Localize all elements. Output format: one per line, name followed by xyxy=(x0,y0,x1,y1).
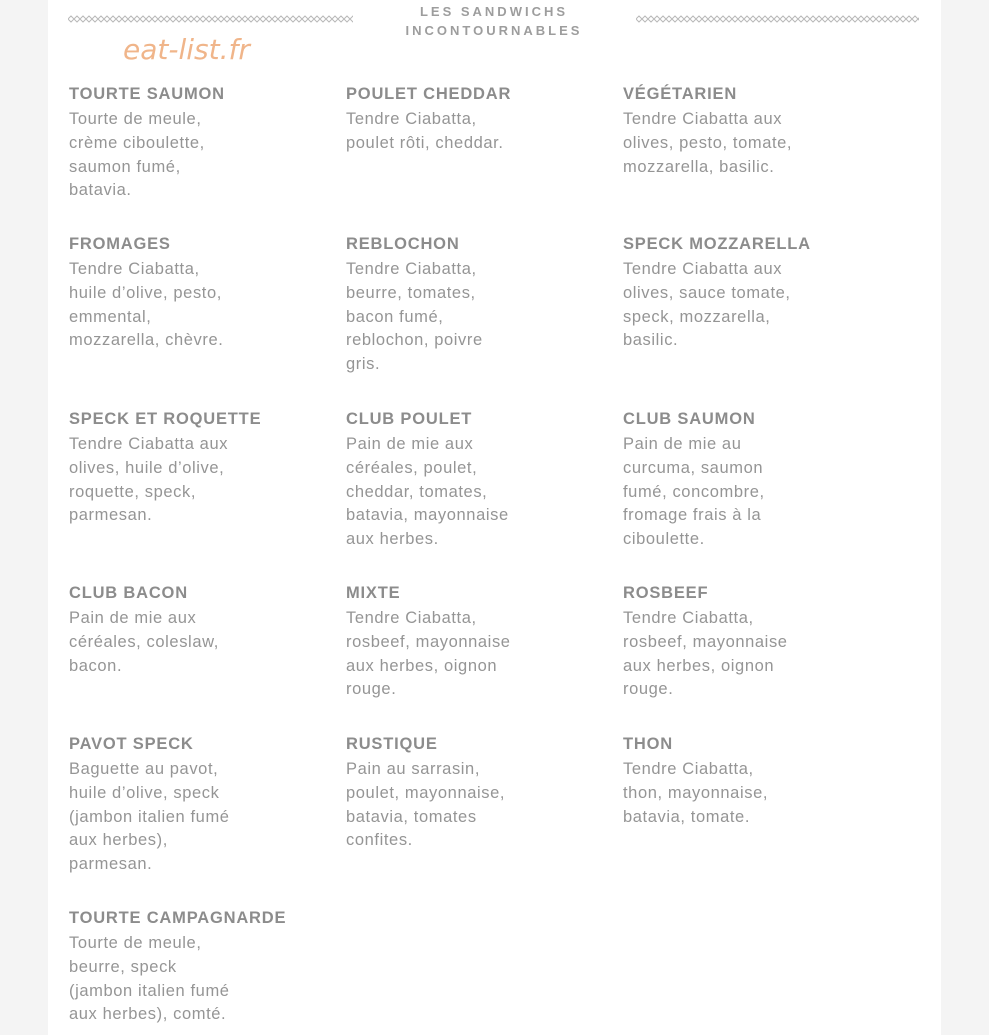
menu-item xyxy=(623,409,883,552)
ornament-right xyxy=(636,13,919,25)
menu-item xyxy=(623,583,883,702)
item-name: MIXTE xyxy=(346,584,401,602)
item-description: Tendre Ciabatta, beurre, tomates, bacon fumé, reblochon, poivre gris. xyxy=(346,260,483,374)
item-name: TOURTE CAMPAGNARDE xyxy=(69,909,287,927)
item-name: TOURTE SAUMON xyxy=(69,85,225,103)
item-description: Tendre Ciabatta aux olives, pesto, tomate, mozzarella, basilic. xyxy=(623,110,793,176)
item-description: Tendre Ciabatta aux olives, huile d’olive, roquette, speck, parmesan. xyxy=(69,435,229,525)
menu-item xyxy=(346,84,606,156)
menu-sheet xyxy=(48,0,941,1035)
section-title-line2: INCONTOURNABLES xyxy=(405,23,583,38)
menu-item xyxy=(69,583,329,678)
menu-item xyxy=(623,84,883,179)
ornament-left xyxy=(68,13,353,25)
menu-item xyxy=(346,409,606,552)
item-description: Tendre Ciabatta, huile d’olive, pesto, emmental, mozzarella, chèvre. xyxy=(69,260,224,350)
menu-item xyxy=(623,234,883,353)
item-description: Pain au sarrasin, poulet, mayonnaise, batavia, tomates confites. xyxy=(346,760,506,850)
item-name: VÉGÉTARIEN xyxy=(623,85,738,103)
item-name: SPECK ET ROQUETTE xyxy=(69,410,262,428)
menu-item xyxy=(69,234,329,353)
menu-item xyxy=(346,734,606,853)
item-description: Tourte de meule, beurre, speck (jambon italien fumé aux herbes), comté. xyxy=(69,934,230,1024)
item-name: THON xyxy=(623,735,673,753)
item-name: REBLOCHON xyxy=(346,235,460,253)
item-description: Tourte de meule, crème ciboulette, saumon fumé, batavia. xyxy=(69,110,205,200)
item-name: SPECK MOZZARELLA xyxy=(623,235,811,253)
section-title-line1: LES SANDWICHS xyxy=(419,4,569,19)
item-description: Pain de mie au curcuma, saumon fumé, concombre, fromage frais à la ciboulette. xyxy=(623,435,765,549)
item-name: POULET CHEDDAR xyxy=(346,85,512,103)
menu-item xyxy=(69,84,329,203)
item-name: CLUB POULET xyxy=(346,410,473,428)
item-name: FROMAGES xyxy=(69,235,171,253)
item-description: Tendre Ciabatta, rosbeef, mayonnaise aux herbes, oignon rouge. xyxy=(623,609,788,699)
item-description: Tendre Ciabatta, thon, mayonnaise, batavia, tomate. xyxy=(623,760,769,826)
item-name: RUSTIQUE xyxy=(346,735,438,753)
item-description: Tendre Ciabatta, poulet rôti, cheddar. xyxy=(346,110,504,152)
menu-item xyxy=(69,908,369,1027)
section-title xyxy=(378,2,610,40)
watermark-logo: eat-list.fr xyxy=(123,33,250,66)
item-name: ROSBEEF xyxy=(623,584,709,602)
menu-item xyxy=(623,734,883,829)
item-description: Pain de mie aux céréales, coleslaw, bacon. xyxy=(69,609,219,675)
item-name: PAVOT SPECK xyxy=(69,735,194,753)
item-name: CLUB BACON xyxy=(69,584,188,602)
menu-item xyxy=(346,583,606,702)
item-name: CLUB SAUMON xyxy=(623,410,756,428)
menu-item xyxy=(69,734,329,877)
item-description: Pain de mie aux céréales, poulet, cheddar, tomates, batavia, mayonnaise aux herbes. xyxy=(346,435,509,549)
item-description: Baguette au pavot, huile d’olive, speck (jambon italien fumé aux herbes), parmesan. xyxy=(69,760,230,874)
item-description: Tendre Ciabatta, rosbeef, mayonnaise aux herbes, oignon rouge. xyxy=(346,609,511,699)
menu-item xyxy=(69,409,329,528)
item-description: Tendre Ciabatta aux olives, sauce tomate, speck, mozzarella, basilic. xyxy=(623,260,791,350)
menu-item xyxy=(346,234,606,377)
